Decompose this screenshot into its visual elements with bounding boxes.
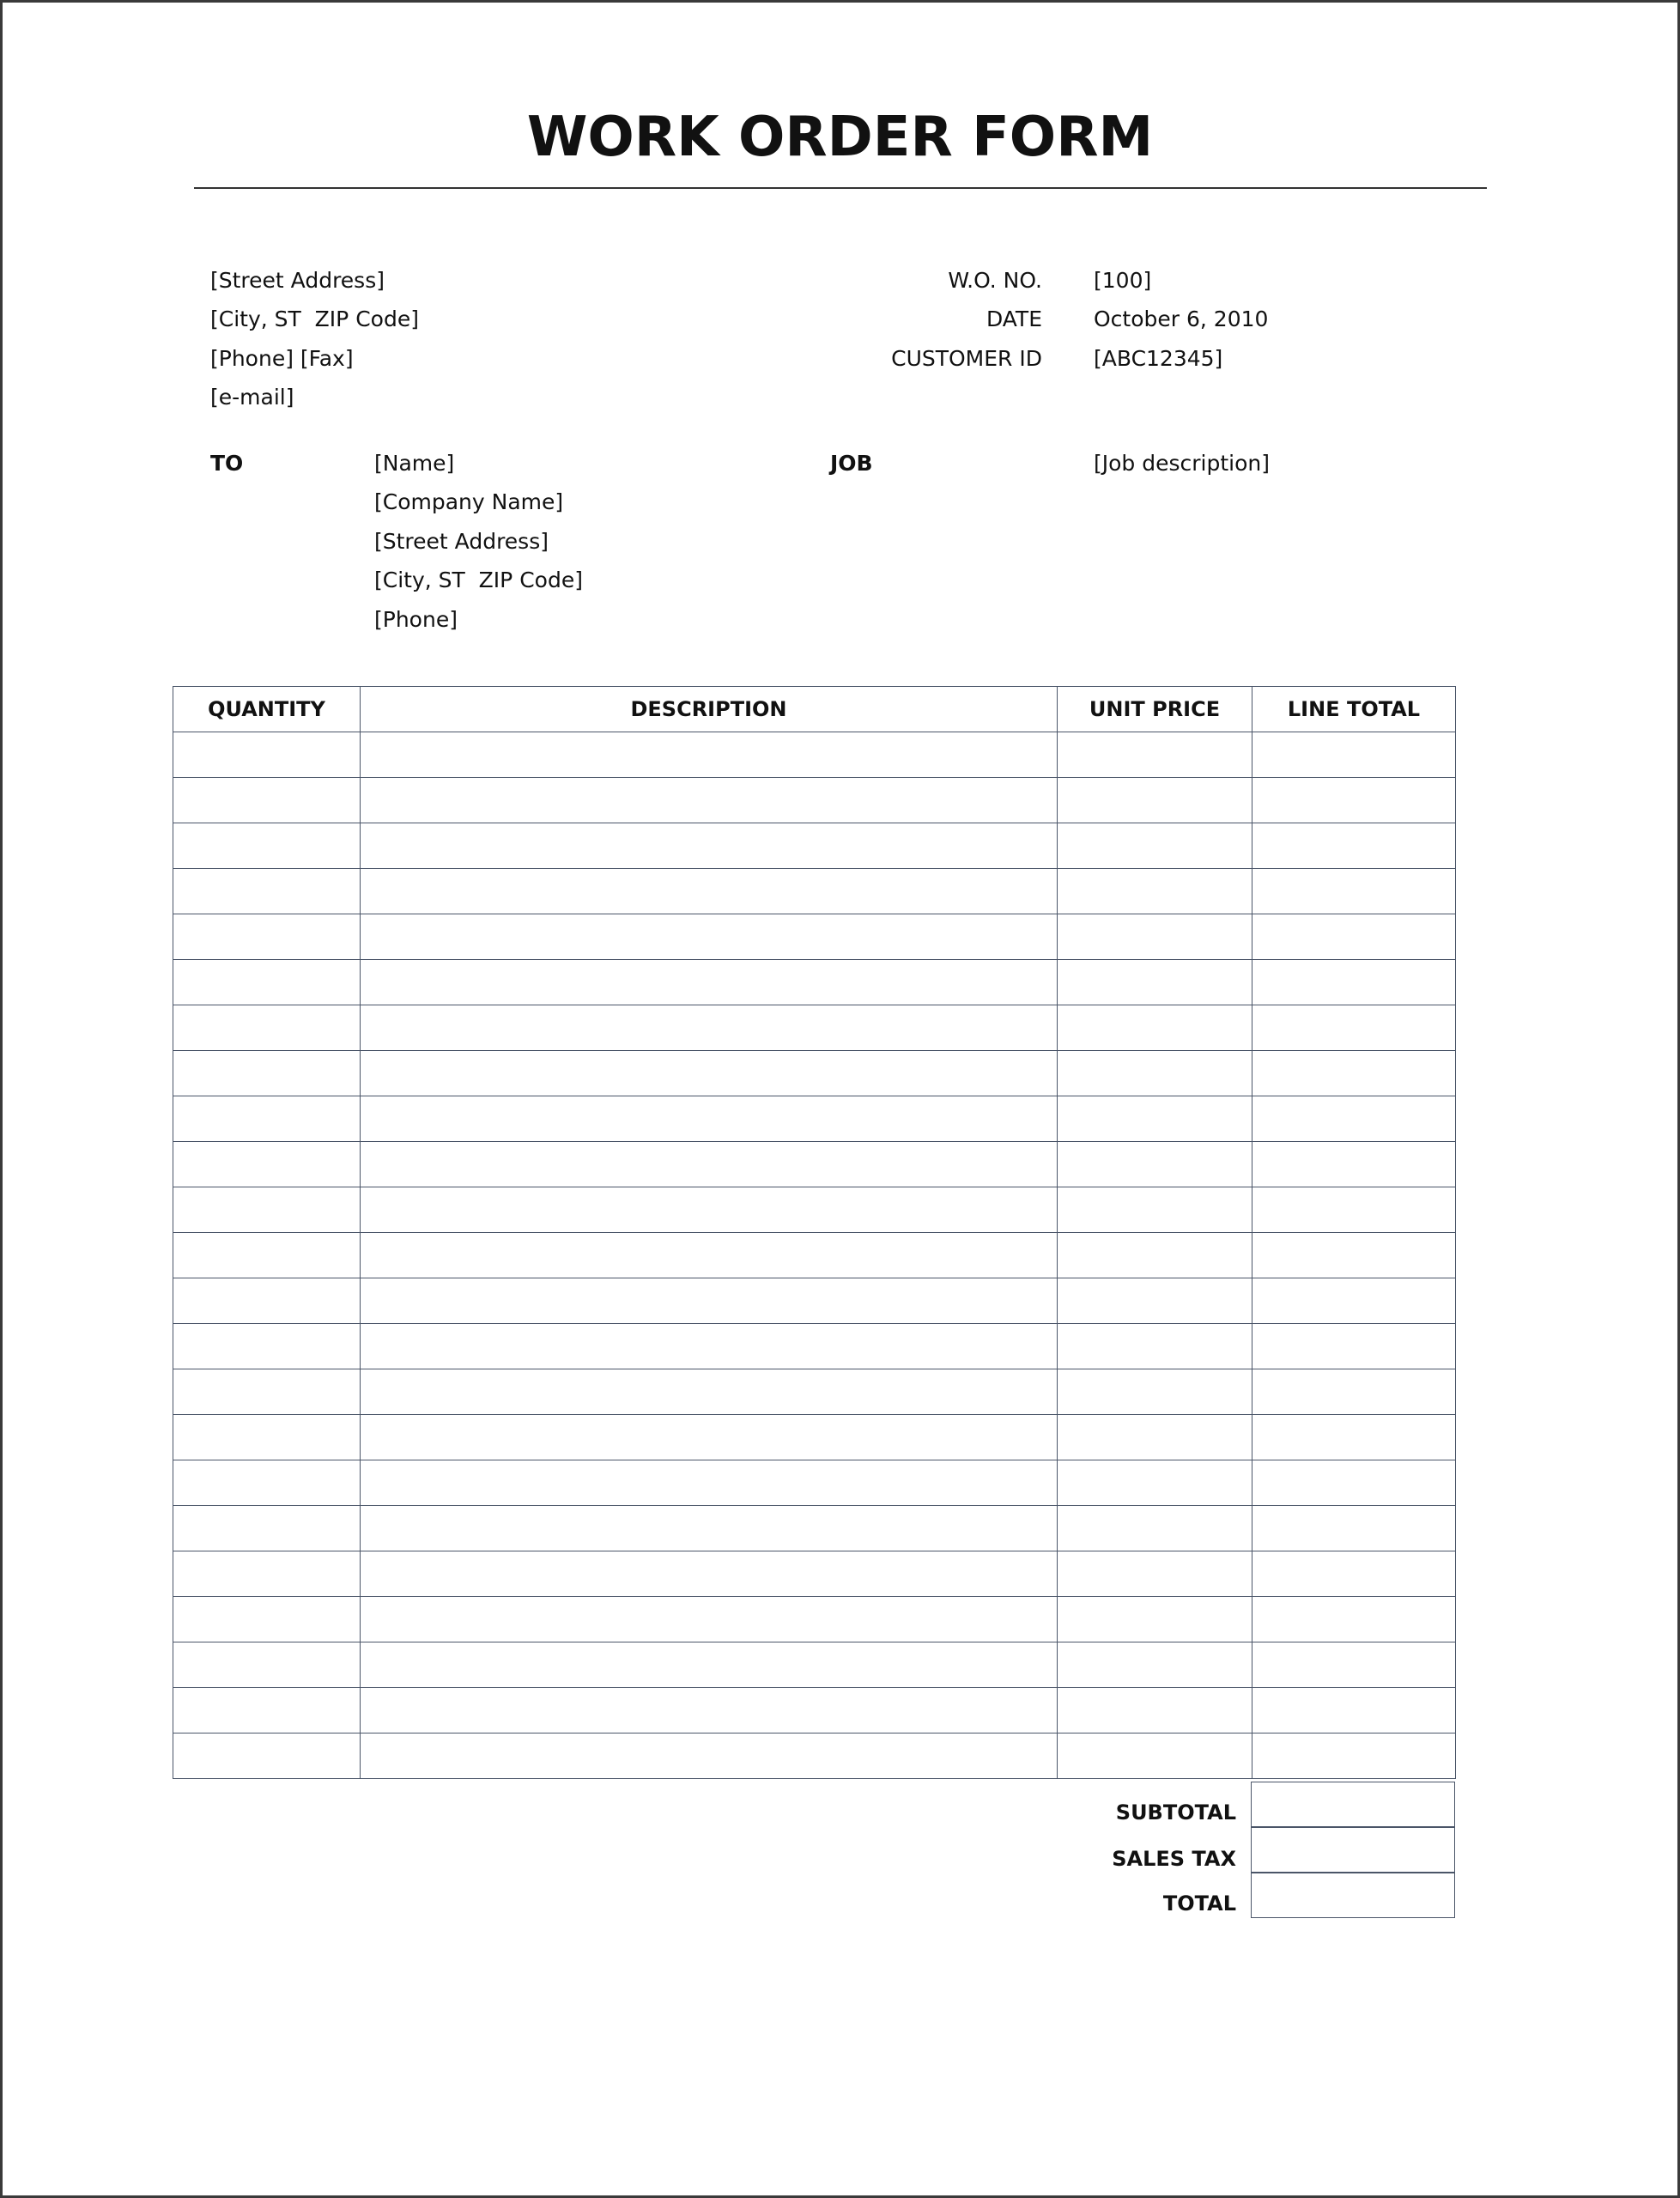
table-row [173,1142,1456,1187]
quantity-cell[interactable] [173,1551,361,1597]
recipient-city: [City, ST ZIP Code] [374,568,583,592]
unit-price-cell[interactable] [1058,1734,1252,1779]
date-value: October 6, 2010 [1094,307,1269,331]
table-row [173,778,1456,823]
table-row [173,1096,1456,1142]
unit-price-cell[interactable] [1058,1688,1252,1734]
unit-price-cell[interactable] [1058,1005,1252,1051]
sales-tax-label: SALES TAX [1112,1847,1236,1871]
unit-price-cell[interactable] [1058,960,1252,1005]
table-row [173,1278,1456,1324]
description-cell[interactable] [361,914,1058,960]
description-cell[interactable] [361,869,1058,914]
table-row [173,1415,1456,1460]
quantity-cell[interactable] [173,1642,361,1688]
description-cell[interactable] [361,1278,1058,1324]
table-row [173,732,1456,778]
unit-price-cell[interactable] [1058,1597,1252,1642]
quantity-cell[interactable] [173,1233,361,1278]
line-total-cell[interactable] [1252,1324,1456,1369]
line-total-cell[interactable] [1252,732,1456,778]
title-divider [194,187,1487,189]
description-cell[interactable] [361,1642,1058,1688]
job-description: [Job description] [1094,451,1270,476]
total-field[interactable] [1251,1873,1455,1918]
unit-price-cell[interactable] [1058,1460,1252,1506]
quantity-header: QUANTITY [173,687,361,732]
customer-id-value: [ABC12345] [1094,346,1223,371]
description-cell[interactable] [361,1051,1058,1096]
description-cell[interactable] [361,1460,1058,1506]
recipient-phone: [Phone] [374,607,458,632]
quantity-cell[interactable] [173,1369,361,1415]
description-cell[interactable] [361,1096,1058,1142]
description-header: DESCRIPTION [361,687,1058,732]
quantity-cell[interactable] [173,869,361,914]
unit-price-cell[interactable] [1058,1369,1252,1415]
line-items-table [173,686,1456,1779]
table-row [173,1460,1456,1506]
quantity-cell[interactable] [173,1688,361,1734]
date-label: DATE [986,307,1042,331]
description-cell[interactable] [361,1187,1058,1233]
total-label: TOTAL [1162,1891,1236,1916]
unit-price-cell[interactable] [1058,1506,1252,1551]
table-row [173,1688,1456,1734]
recipient-company: [Company Name] [374,489,564,514]
table-row [173,823,1456,869]
table-row [173,869,1456,914]
wo-number-value: [100] [1094,268,1152,293]
sales-tax-field[interactable] [1251,1827,1455,1873]
unit-price-cell[interactable] [1058,914,1252,960]
table-row [173,1597,1456,1642]
unit-price-header: UNIT PRICE [1058,687,1252,732]
table-row [173,1642,1456,1688]
description-cell[interactable] [361,1233,1058,1278]
subtotal-label: SUBTOTAL [1115,1800,1236,1825]
wo-number-label: W.O. NO. [948,268,1042,293]
unit-price-cell[interactable] [1058,1051,1252,1096]
quantity-cell[interactable] [173,1506,361,1551]
line-total-cell[interactable] [1252,1642,1456,1688]
line-total-cell[interactable] [1252,778,1456,823]
description-cell[interactable] [361,1551,1058,1597]
line-total-cell[interactable] [1252,869,1456,914]
unit-price-cell[interactable] [1058,1187,1252,1233]
line-total-cell[interactable] [1252,1005,1456,1051]
line-total-cell[interactable] [1252,1187,1456,1233]
to-label: TO [210,451,244,476]
customer-id-label: CUSTOMER ID [891,346,1042,371]
table-row [173,1187,1456,1233]
line-total-cell[interactable] [1252,1142,1456,1187]
line-total-cell[interactable] [1252,914,1456,960]
table-row [173,1233,1456,1278]
recipient-street: [Street Address] [374,529,549,554]
quantity-cell[interactable] [173,1415,361,1460]
unit-price-cell[interactable] [1058,869,1252,914]
line-total-cell[interactable] [1252,1597,1456,1642]
quantity-cell[interactable] [173,1278,361,1324]
table-row [173,1506,1456,1551]
table-row [173,1005,1456,1051]
job-label: JOB [830,451,873,476]
table-row [173,1369,1456,1415]
line-total-cell[interactable] [1252,1278,1456,1324]
unit-price-cell[interactable] [1058,1415,1252,1460]
quantity-cell[interactable] [173,823,361,869]
unit-price-cell[interactable] [1058,778,1252,823]
quantity-cell[interactable] [173,1051,361,1096]
quantity-cell[interactable] [173,1005,361,1051]
line-total-cell[interactable] [1252,1369,1456,1415]
unit-price-cell[interactable] [1058,1096,1252,1142]
line-total-cell[interactable] [1252,1096,1456,1142]
sender-street: [Street Address] [210,268,385,293]
line-total-cell[interactable] [1252,1415,1456,1460]
page-title: WORK ORDER FORM [526,106,1154,169]
recipient-name: [Name] [374,451,455,476]
line-total-cell[interactable] [1252,1233,1456,1278]
line-items-body [173,732,1456,1779]
quantity-cell[interactable] [173,1096,361,1142]
description-cell[interactable] [361,1324,1058,1369]
quantity-cell[interactable] [173,1324,361,1369]
unit-price-cell[interactable] [1058,1551,1252,1597]
table-row [173,1051,1456,1096]
unit-price-cell[interactable] [1058,823,1252,869]
unit-price-cell[interactable] [1058,1278,1252,1324]
line-total-cell[interactable] [1252,1506,1456,1551]
table-row [173,914,1456,960]
unit-price-cell[interactable] [1058,1324,1252,1369]
sender-email: [e-mail] [210,385,294,410]
unit-price-cell[interactable] [1058,1233,1252,1278]
line-total-cell[interactable] [1252,823,1456,869]
description-cell[interactable] [361,1415,1058,1460]
table-row [173,1734,1456,1779]
line-total-cell[interactable] [1252,1734,1456,1779]
quantity-cell[interactable] [173,732,361,778]
quantity-cell[interactable] [173,1460,361,1506]
quantity-cell[interactable] [173,960,361,1005]
line-total-cell[interactable] [1252,1460,1456,1506]
quantity-cell[interactable] [173,1142,361,1187]
line-total-cell[interactable] [1252,1051,1456,1096]
description-cell[interactable] [361,960,1058,1005]
quantity-cell[interactable] [173,1597,361,1642]
quantity-cell[interactable] [173,1187,361,1233]
table-row [173,1324,1456,1369]
table-row [173,960,1456,1005]
description-cell[interactable] [361,823,1058,869]
line-total-header: LINE TOTAL [1252,687,1456,732]
line-total-cell[interactable] [1252,1551,1456,1597]
description-cell[interactable] [361,732,1058,778]
description-cell[interactable] [361,1597,1058,1642]
sender-phone-fax: [Phone] [Fax] [210,346,354,371]
line-total-cell[interactable] [1252,1688,1456,1734]
description-cell[interactable] [361,1688,1058,1734]
quantity-cell[interactable] [173,778,361,823]
quantity-cell[interactable] [173,1734,361,1779]
sender-city: [City, ST ZIP Code] [210,307,419,331]
subtotal-field[interactable] [1251,1782,1455,1827]
unit-price-cell[interactable] [1058,1142,1252,1187]
description-cell[interactable] [361,1734,1058,1779]
quantity-cell[interactable] [173,914,361,960]
table-header-row [173,687,1456,732]
description-cell[interactable] [361,778,1058,823]
description-cell[interactable] [361,1005,1058,1051]
description-cell[interactable] [361,1506,1058,1551]
unit-price-cell[interactable] [1058,732,1252,778]
table-row [173,1551,1456,1597]
description-cell[interactable] [361,1142,1058,1187]
description-cell[interactable] [361,1369,1058,1415]
line-total-cell[interactable] [1252,960,1456,1005]
unit-price-cell[interactable] [1058,1642,1252,1688]
